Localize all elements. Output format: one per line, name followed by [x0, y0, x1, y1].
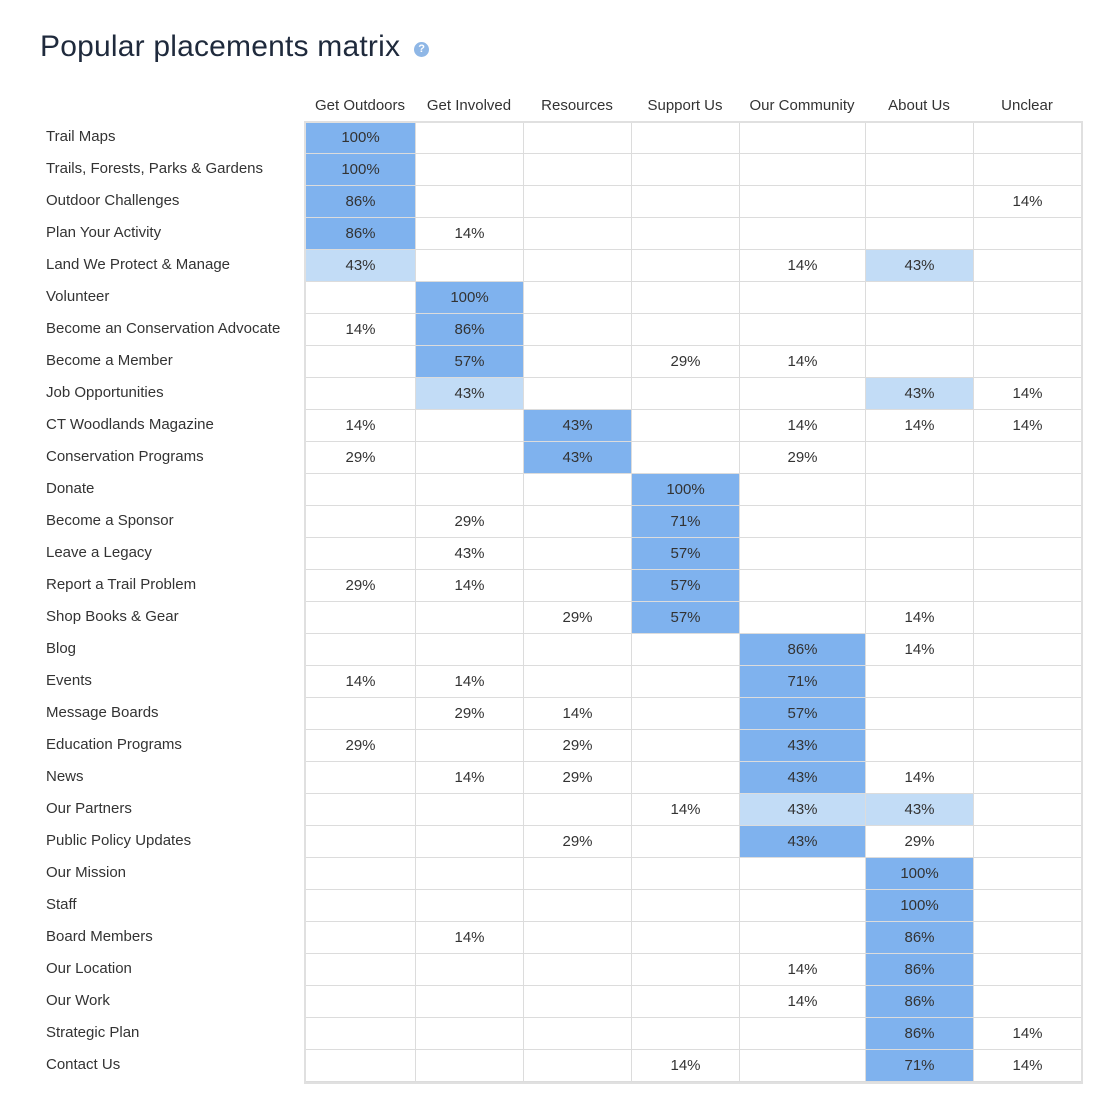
matrix-cell [739, 889, 866, 922]
row-label: Trails, Forests, Parks & Gardens [46, 160, 264, 177]
matrix-cell: 43% [739, 761, 866, 794]
matrix-cell: 43% [865, 249, 974, 282]
matrix-cell [305, 345, 416, 378]
matrix-cell: 29% [523, 729, 632, 762]
matrix-cell [865, 697, 974, 730]
matrix-cell [415, 409, 524, 442]
matrix-cell [631, 697, 740, 730]
matrix-cell [305, 793, 416, 826]
matrix-cell [631, 1017, 740, 1050]
row-label: Events [46, 672, 92, 689]
matrix-cell [305, 377, 416, 410]
matrix-cell [631, 985, 740, 1018]
matrix-cell: 43% [415, 377, 524, 410]
matrix-cell [523, 377, 632, 410]
matrix-cell [973, 697, 1082, 730]
matrix-cell [973, 281, 1082, 314]
row-label: Message Boards [46, 704, 159, 721]
matrix-cell [973, 825, 1082, 858]
matrix-cell [973, 729, 1082, 762]
matrix-cell: 14% [305, 313, 416, 346]
matrix-cell [973, 793, 1082, 826]
matrix-cell [523, 1017, 632, 1050]
matrix-cell [739, 377, 866, 410]
matrix-cell [523, 633, 632, 666]
matrix-cell [973, 473, 1082, 506]
matrix-cell [973, 121, 1082, 154]
row-label: Shop Books & Gear [46, 608, 179, 625]
matrix-cell [523, 857, 632, 890]
matrix-cell [523, 249, 632, 282]
matrix-cell [415, 185, 524, 218]
matrix-cell [865, 121, 974, 154]
matrix-cell: 29% [739, 441, 866, 474]
matrix-cell [973, 569, 1082, 602]
matrix-cell [865, 441, 974, 474]
matrix-cell [739, 473, 866, 506]
matrix-cell [415, 1017, 524, 1050]
row-label: Job Opportunities [46, 384, 164, 401]
row-label: Conservation Programs [46, 448, 204, 465]
matrix-cell [305, 1049, 416, 1082]
matrix-cell [523, 569, 632, 602]
matrix-cell: 29% [631, 345, 740, 378]
matrix-cell [523, 121, 632, 154]
matrix-cell [523, 921, 632, 954]
matrix-cell: 57% [739, 697, 866, 730]
matrix-cell [305, 473, 416, 506]
matrix-cell [631, 953, 740, 986]
matrix-cell: 57% [631, 569, 740, 602]
matrix-cell [973, 441, 1082, 474]
matrix-cell [523, 473, 632, 506]
matrix-cell [631, 121, 740, 154]
column-header: Unclear [1001, 97, 1053, 114]
matrix-cell [739, 537, 866, 570]
matrix-cell [415, 633, 524, 666]
matrix-cell: 100% [305, 153, 416, 186]
matrix-cell [973, 217, 1082, 250]
row-label: Contact Us [46, 1056, 121, 1073]
matrix-cell [415, 249, 524, 282]
matrix-cell [973, 153, 1082, 186]
page-title-text: Popular placements matrix [40, 30, 401, 63]
matrix-cell [631, 761, 740, 794]
matrix-cell: 71% [739, 665, 866, 698]
row-label: Public Policy Updates [46, 832, 192, 849]
matrix-cell [739, 569, 866, 602]
matrix-cell: 14% [631, 1049, 740, 1082]
matrix-cell: 43% [739, 729, 866, 762]
matrix-cell [631, 729, 740, 762]
matrix-cell [523, 153, 632, 186]
matrix-cell [739, 121, 866, 154]
matrix-cell [523, 537, 632, 570]
matrix-cell [523, 985, 632, 1018]
matrix-cell: 14% [973, 377, 1082, 410]
matrix-cell: 14% [865, 409, 974, 442]
column-header: Support Us [647, 97, 723, 114]
matrix-cell: 29% [305, 441, 416, 474]
matrix-cell: 14% [865, 633, 974, 666]
matrix-cell: 100% [865, 889, 974, 922]
matrix-cell [739, 313, 866, 346]
matrix-cell [739, 153, 866, 186]
matrix-cell [739, 217, 866, 250]
matrix-cell: 14% [415, 665, 524, 698]
matrix-cell [523, 505, 632, 538]
matrix-cell [305, 985, 416, 1018]
matrix-cell: 43% [523, 409, 632, 442]
matrix-cell [631, 409, 740, 442]
matrix-cell: 29% [523, 825, 632, 858]
matrix-cell: 86% [305, 185, 416, 218]
matrix-cell: 14% [739, 345, 866, 378]
matrix-cell [523, 953, 632, 986]
matrix-cell [631, 377, 740, 410]
matrix-cell [305, 953, 416, 986]
matrix-cell [631, 665, 740, 698]
matrix-cell: 14% [415, 761, 524, 794]
matrix-cell [631, 217, 740, 250]
matrix-cell: 86% [865, 953, 974, 986]
matrix-cell [415, 153, 524, 186]
matrix-cell: 86% [305, 217, 416, 250]
row-label: Trail Maps [46, 128, 116, 145]
matrix-cell [523, 889, 632, 922]
matrix-cell [631, 441, 740, 474]
matrix-cell: 43% [305, 249, 416, 282]
row-label: Leave a Legacy [46, 544, 152, 561]
row-label: Board Members [46, 928, 153, 945]
matrix-cell: 14% [523, 697, 632, 730]
row-label: News [46, 768, 84, 785]
row-label: Our Mission [46, 864, 127, 881]
matrix-cell: 71% [631, 505, 740, 538]
row-label: Plan Your Activity [46, 224, 162, 241]
matrix-cell [973, 537, 1082, 570]
matrix-cell [523, 665, 632, 698]
matrix-cell: 14% [973, 185, 1082, 218]
matrix-cell: 57% [631, 601, 740, 634]
matrix-cell [739, 857, 866, 890]
matrix-cell: 100% [305, 121, 416, 154]
matrix-cell [739, 281, 866, 314]
matrix-cell [973, 665, 1082, 698]
matrix-cell [415, 953, 524, 986]
matrix-cell [631, 857, 740, 890]
matrix-cell [523, 1049, 632, 1082]
matrix-cell [739, 1049, 866, 1082]
row-label: Our Work [46, 992, 110, 1009]
matrix-cell [305, 601, 416, 634]
row-label: Become a Member [46, 352, 173, 369]
matrix-cell: 29% [523, 601, 632, 634]
column-header: About Us [888, 97, 950, 114]
matrix-cell [305, 857, 416, 890]
row-label: Land We Protect & Manage [46, 256, 230, 273]
matrix-cell: 43% [865, 377, 974, 410]
matrix-cell: 14% [973, 409, 1082, 442]
matrix-cell [523, 281, 632, 314]
matrix-cell: 29% [305, 569, 416, 602]
matrix-cell [865, 345, 974, 378]
row-label: Report a Trail Problem [46, 576, 197, 593]
matrix-cell: 29% [865, 825, 974, 858]
matrix-cell: 86% [865, 1017, 974, 1050]
row-label: Volunteer [46, 288, 110, 305]
matrix-cell: 86% [739, 633, 866, 666]
matrix-cell: 14% [305, 665, 416, 698]
matrix-cell [415, 473, 524, 506]
matrix-cell [865, 185, 974, 218]
matrix-cell [739, 601, 866, 634]
row-label: CT Woodlands Magazine [46, 416, 214, 433]
matrix-cell [973, 857, 1082, 890]
matrix-cell [415, 441, 524, 474]
matrix-cell: 86% [865, 921, 974, 954]
matrix-cell [973, 633, 1082, 666]
matrix-cell: 100% [631, 473, 740, 506]
matrix-cell [415, 889, 524, 922]
matrix-cell [631, 825, 740, 858]
row-label: Our Location [46, 960, 132, 977]
matrix-cell [415, 1049, 524, 1082]
column-header: Resources [541, 97, 613, 114]
matrix-cell [523, 313, 632, 346]
matrix-cell: 43% [739, 825, 866, 858]
page-title [40, 30, 429, 64]
column-header: Get Involved [426, 97, 512, 114]
matrix-cell [305, 633, 416, 666]
matrix-cell [631, 249, 740, 282]
matrix-cell: 71% [865, 1049, 974, 1082]
matrix-cell [973, 505, 1082, 538]
matrix-cell [973, 313, 1082, 346]
matrix-cell [631, 633, 740, 666]
matrix-cell [523, 793, 632, 826]
matrix-cell: 43% [523, 441, 632, 474]
matrix-cell [415, 825, 524, 858]
matrix-cell [865, 569, 974, 602]
row-label: Donate [46, 480, 95, 497]
matrix-cell [305, 921, 416, 954]
matrix-cell [865, 281, 974, 314]
matrix-cell: 43% [739, 793, 866, 826]
row-label: Outdoor Challenges [46, 192, 180, 209]
matrix-cell: 14% [305, 409, 416, 442]
matrix-cell [865, 537, 974, 570]
matrix-cell [973, 921, 1082, 954]
matrix-cell [973, 985, 1082, 1018]
matrix-cell [305, 761, 416, 794]
matrix-cell: 43% [415, 537, 524, 570]
matrix-cell [523, 345, 632, 378]
row-label: Become an Conservation Advocate [46, 320, 281, 337]
matrix-cell: 86% [865, 985, 974, 1018]
matrix-cell [305, 697, 416, 730]
matrix-cell [739, 185, 866, 218]
matrix-cell [973, 249, 1082, 282]
matrix-cell: 14% [739, 249, 866, 282]
matrix-cell [305, 281, 416, 314]
matrix-cell: 14% [415, 921, 524, 954]
matrix-cell [973, 601, 1082, 634]
matrix-cell [305, 505, 416, 538]
matrix-cell [739, 921, 866, 954]
question-circle-icon[interactable]: ? [414, 42, 429, 57]
matrix-cell [865, 505, 974, 538]
matrix-cell: 57% [631, 537, 740, 570]
matrix-cell [415, 793, 524, 826]
row-label: Blog [46, 640, 77, 657]
matrix-cell: 14% [739, 985, 866, 1018]
matrix-cell [415, 729, 524, 762]
row-label: Staff [46, 896, 77, 913]
matrix-cell [865, 217, 974, 250]
matrix-cell [305, 889, 416, 922]
matrix-cell [739, 505, 866, 538]
matrix-cell [865, 313, 974, 346]
matrix-cell [865, 665, 974, 698]
matrix-cell [973, 345, 1082, 378]
matrix-cell: 86% [415, 313, 524, 346]
column-header: Our Community [749, 97, 855, 114]
matrix-cell [865, 473, 974, 506]
row-label: Our Partners [46, 800, 132, 817]
matrix-cell: 14% [415, 217, 524, 250]
matrix-cell [631, 153, 740, 186]
row-label: Education Programs [46, 736, 182, 753]
matrix-cell: 29% [415, 505, 524, 538]
matrix-cell [305, 1017, 416, 1050]
matrix-cell: 29% [415, 697, 524, 730]
matrix-cell [415, 857, 524, 890]
matrix-cell: 14% [631, 793, 740, 826]
matrix-cell [973, 889, 1082, 922]
matrix-cell [305, 825, 416, 858]
matrix-cell [865, 153, 974, 186]
row-label: Strategic Plan [46, 1024, 140, 1041]
matrix-cell [631, 281, 740, 314]
matrix-cell [415, 121, 524, 154]
matrix-cell [523, 185, 632, 218]
matrix-cell [631, 313, 740, 346]
matrix-cell: 14% [865, 601, 974, 634]
matrix-cell [739, 1017, 866, 1050]
matrix-cell [973, 953, 1082, 986]
matrix-cell: 57% [415, 345, 524, 378]
matrix-cell [415, 985, 524, 1018]
matrix-cell: 100% [865, 857, 974, 890]
matrix-cell: 14% [415, 569, 524, 602]
matrix-cell: 14% [973, 1017, 1082, 1050]
matrix-cell: 29% [305, 729, 416, 762]
matrix-cell [973, 761, 1082, 794]
matrix-cell: 14% [739, 409, 866, 442]
matrix-cell [523, 217, 632, 250]
matrix-cell: 14% [865, 761, 974, 794]
matrix-cell [305, 537, 416, 570]
column-header: Get Outdoors [314, 97, 406, 114]
matrix-cell: 14% [973, 1049, 1082, 1082]
row-label: Become a Sponsor [46, 512, 174, 529]
matrix-cell: 14% [739, 953, 866, 986]
matrix-cell: 100% [415, 281, 524, 314]
matrix-cell [865, 729, 974, 762]
matrix-cell [415, 601, 524, 634]
matrix-cell: 29% [523, 761, 632, 794]
matrix-cell [631, 889, 740, 922]
matrix-cell [631, 921, 740, 954]
matrix-cell: 43% [865, 793, 974, 826]
matrix-cell [631, 185, 740, 218]
